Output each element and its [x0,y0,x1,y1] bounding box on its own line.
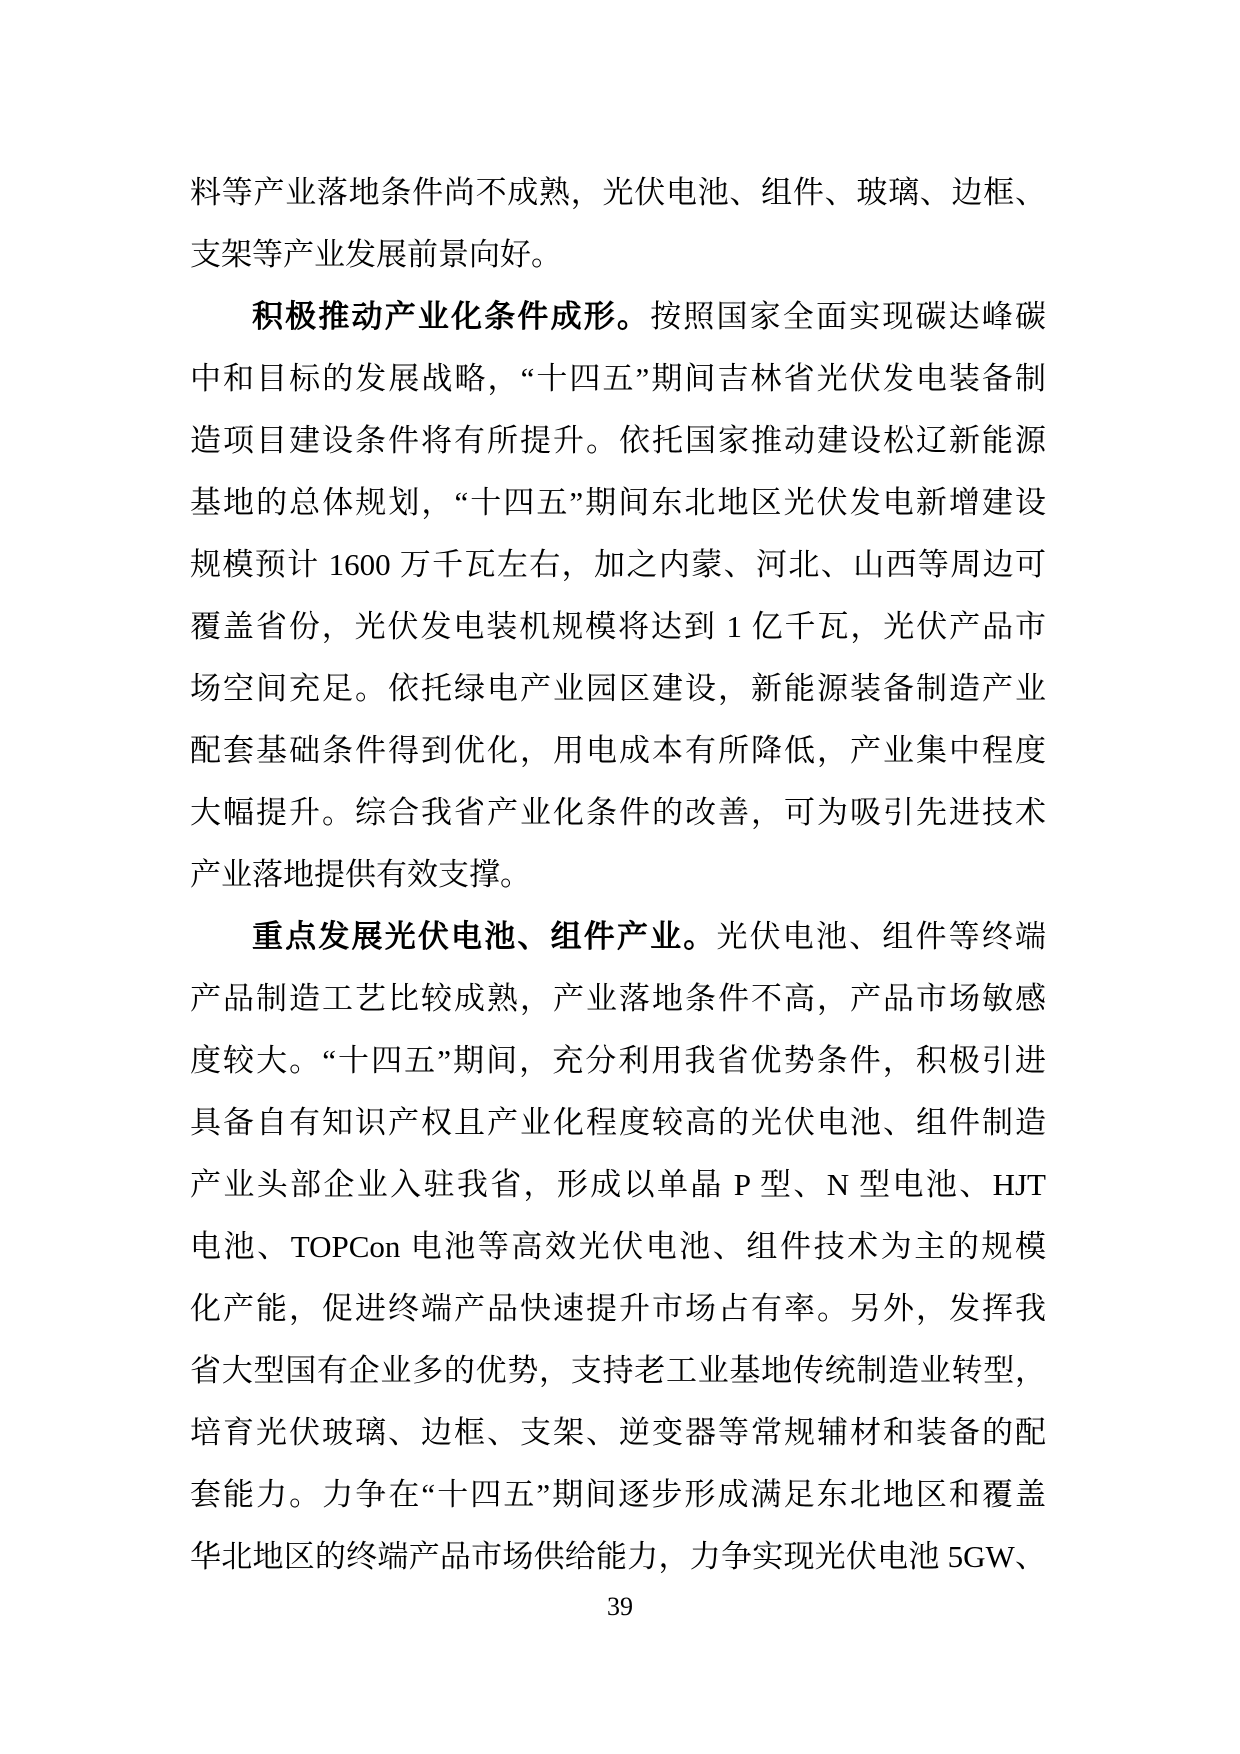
text-segment: 培育光伏玻璃、边框、支架、逆变器等常规辅材和装备的配 [190,1415,1046,1450]
text-line [190,906,1046,968]
text-segment: 产品制造工艺比较成熟，产业落地条件不高，产品市场敏感 [190,981,1046,1016]
text-segment: 配套基础条件得到优化，用电成本有所降低，产业集中程度 [190,733,1046,768]
text-line [190,1340,1046,1402]
text-segment: 覆盖省份，光伏发电装机规模将达到 1 亿千瓦，光伏产品市 [190,609,1046,644]
text-line [190,1526,1046,1588]
text-segment: 省大型国有企业多的优势，支持老工业基地传统制造业转型， [190,1353,1046,1388]
text-line [190,534,1046,596]
text-segment: 华北地区的终端产品市场供给能力，力争实现光伏电池 5GW、 [190,1539,1046,1574]
text-segment: 造项目建设条件将有所提升。依托国家推动建设松辽新能源 [190,423,1046,458]
text-segment: 料等产业落地条件尚不成熟，光伏电池、组件、玻璃、边框、 [190,175,1046,210]
text-line [190,224,1046,286]
text-segment: 产业落地提供有效支撑。 [190,857,531,892]
text-segment: 支架等产业发展前景向好。 [190,237,562,272]
text-line [190,1030,1046,1092]
text-segment: 中和目标的发展战略，“十四五”期间吉林省光伏发电装备制 [190,361,1046,396]
text-line [190,720,1046,782]
text-segment: 场空间充足。依托绿电产业园区建设，新能源装备制造产业 [190,671,1046,706]
page-body-text [190,162,1046,1588]
text-line [190,286,1046,348]
text-segment: 按照国家全面实现碳达峰碳 [650,299,1046,334]
text-segment: 规模预计 1600 万千瓦左右，加之内蒙、河北、山西等周边可 [190,547,1046,582]
text-line [190,596,1046,658]
text-line [190,1154,1046,1216]
text-line [190,1464,1046,1526]
text-line [190,1216,1046,1278]
text-line [190,782,1046,844]
text-line [190,472,1046,534]
text-segment: 大幅提升。综合我省产业化条件的改善，可为吸引先进技术 [190,795,1046,830]
text-segment: 光伏电池、组件等终端 [716,919,1046,954]
text-segment: 电池、TOPCon 电池等高效光伏电池、组件技术为主的规模 [190,1229,1046,1264]
text-line [190,844,1046,906]
section-heading: 积极推动产业化条件成形。 [252,299,651,334]
text-line [190,410,1046,472]
section-heading: 重点发展光伏电池、组件产业。 [252,919,717,954]
text-segment: 产业头部企业入驻我省，形成以单晶 P 型、N 型电池、HJT [190,1167,1046,1202]
text-line [190,1092,1046,1154]
page-number: 39 [607,1592,633,1621]
page-footer [0,1592,1240,1622]
text-line [190,162,1046,224]
text-segment: 度较大。“十四五”期间，充分利用我省优势条件，积极引进 [190,1043,1046,1078]
text-line [190,968,1046,1030]
text-line [190,1402,1046,1464]
text-segment: 具备自有知识产权且产业化程度较高的光伏电池、组件制造 [190,1105,1046,1140]
text-line [190,1278,1046,1340]
text-line [190,658,1046,720]
text-segment: 化产能，促进终端产品快速提升市场占有率。另外，发挥我 [190,1291,1046,1326]
text-line [190,348,1046,410]
text-segment: 套能力。力争在“十四五”期间逐步形成满足东北地区和覆盖 [190,1477,1046,1512]
text-segment: 基地的总体规划，“十四五”期间东北地区光伏发电新增建设 [190,485,1046,520]
